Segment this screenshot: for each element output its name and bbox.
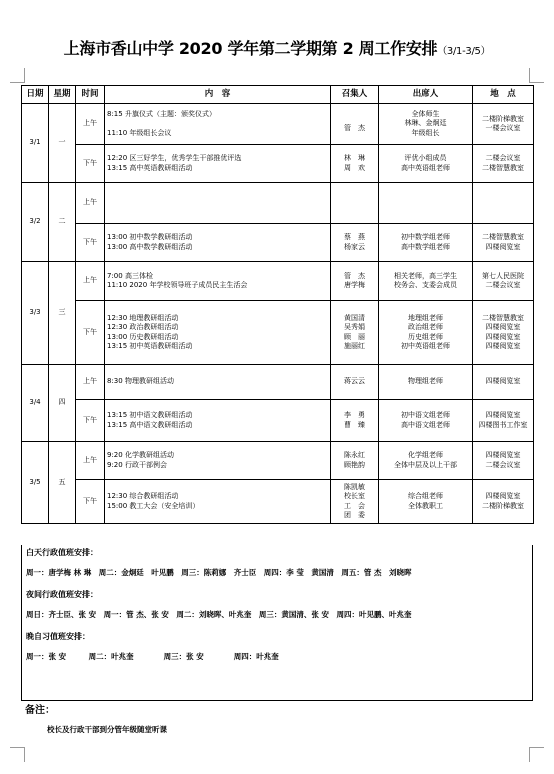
time-slot-cell: 上午 — [76, 104, 105, 145]
time-slot-cell: 下午 — [76, 400, 105, 442]
night-duty-heading: 夜间行政值班安排： — [26, 590, 98, 599]
location-line: 二楼会议室 — [485, 460, 521, 469]
schedule-row — [22, 301, 534, 365]
content-line: 9:20 化学教研组活动 — [107, 451, 174, 459]
convener-line: 吴秀娟 — [344, 323, 365, 331]
location-cell — [473, 183, 534, 224]
content-line: 13:15 初中英语教研组活动 — [107, 342, 193, 350]
schedule-row — [22, 480, 534, 524]
convener-cell — [331, 442, 379, 480]
schedule-row — [22, 224, 534, 262]
attendees-cell — [379, 145, 473, 183]
page-title — [0, 36, 554, 59]
attendees-cell — [379, 224, 473, 262]
time-slot-cell: 下午 — [76, 480, 105, 524]
content-line: 13:00 初中数学教研组活动 — [107, 233, 193, 241]
remarks-label: 备注： — [25, 705, 55, 716]
attendees-cell — [379, 442, 473, 480]
convener-line: 林 琳 — [344, 154, 365, 162]
content-cell — [105, 183, 331, 224]
location-cell — [473, 480, 534, 524]
convener-cell — [331, 480, 379, 524]
convener-line: 杨家云 — [344, 242, 365, 251]
attendees-cell — [379, 262, 473, 301]
convener-line: 周 欢 — [344, 163, 365, 172]
convener-cell — [331, 104, 379, 145]
attendees-line: 初中数学组老师 — [401, 233, 450, 241]
convener-line: 黄国清 — [344, 313, 365, 322]
study-duty-heading: 晚自习值班安排： — [26, 632, 90, 641]
date-cell: 3/3 — [22, 262, 49, 365]
attendees-line: 综合组老师 — [408, 492, 443, 500]
schedule-row — [22, 183, 534, 224]
convener-line: 蒋云云 — [344, 377, 365, 386]
convener-line: 唐学梅 — [344, 281, 365, 289]
header-attendees: 出席人 — [379, 86, 473, 104]
location-line: 四楼阅览室 — [485, 332, 521, 341]
schedule-row — [22, 365, 534, 400]
attendees-line: 化学组老师 — [408, 451, 443, 459]
location-cell — [473, 442, 534, 480]
attendees-line: 高中语文组老师 — [401, 420, 450, 429]
daytime-duty-text: 周一：唐学梅 林 琳 周二：金炯廷 叶见鹏 周三：陈莉娜 齐士臣 周四：李 莹 黄国清 周五：管 杰 刘晓晖 — [26, 568, 412, 577]
weekday-cell: 五 — [49, 442, 76, 524]
crop-mark-top-left — [10, 68, 25, 83]
location-cell — [473, 262, 534, 301]
schedule-row — [22, 262, 534, 301]
schedule-row — [22, 442, 534, 480]
content-line: 13:15 高中语文教研组活动 — [107, 420, 193, 429]
convener-cell — [331, 365, 379, 400]
weekday-cell: 二 — [49, 183, 76, 262]
attendees-line: 地理组老师 — [408, 313, 443, 322]
attendees-line: 全体师生 — [411, 109, 440, 118]
header-weekday: 星期 — [49, 86, 76, 104]
content-line: 11:10 2020 年学校领导班子成员民主生活会 — [107, 281, 248, 289]
header-location: 地 点 — [473, 86, 534, 104]
content-line: 13:15 初中语文教研组活动 — [107, 411, 193, 419]
schedule-row — [22, 400, 534, 442]
weekday-cell: 四 — [49, 365, 76, 442]
weekday-cell: 一 — [49, 104, 76, 183]
convener-line: 管 杰 — [344, 271, 365, 280]
convener-cell — [331, 301, 379, 365]
location-line: 二楼会议室 — [485, 154, 521, 162]
location-line: 二楼智慧教室 — [482, 163, 524, 172]
attendees-line: 政治组老师 — [408, 323, 443, 331]
location-line: 四楼阅览室 — [485, 323, 521, 331]
content-cell — [105, 262, 331, 301]
title-text: 上海市香山中学 2020 学年第二学期第 2 周工作安排 — [63, 39, 438, 58]
daytime-duty-heading: 白天行政值班安排： — [26, 548, 98, 557]
location-line: 二楼阶梯教室 — [482, 501, 524, 510]
schedule-row — [22, 145, 534, 183]
location-line: 四楼阅览室 — [485, 242, 521, 251]
location-cell — [473, 145, 534, 183]
time-slot-cell: 上午 — [76, 262, 105, 301]
attendees-line: 初中英语组老师 — [401, 342, 450, 350]
date-cell: 3/1 — [22, 104, 49, 183]
location-cell — [473, 301, 534, 365]
attendees-line: 年级组长 — [411, 128, 440, 137]
location-line: 四楼图书工作室 — [478, 420, 528, 429]
attendees-line: 相关老师，高三学生 — [394, 271, 457, 280]
location-cell — [473, 365, 534, 400]
location-line: 四楼阅览室 — [485, 492, 521, 500]
date-cell: 3/5 — [22, 442, 49, 524]
location-cell — [473, 104, 534, 145]
weekday-cell: 三 — [49, 262, 76, 365]
location-line: 四楼阅览室 — [485, 411, 521, 419]
content-line: 7:00 高三体检 — [107, 271, 153, 280]
attendees-line: 历史组老师 — [408, 332, 443, 341]
content-line: 12:30 政治教研组活动 — [107, 323, 179, 331]
date-cell: 3/4 — [22, 365, 49, 442]
content-line: 12:30 地理教研组活动 — [107, 313, 179, 322]
header-convener: 召集人 — [331, 86, 379, 104]
attendees-line: 全体教职工 — [408, 501, 443, 510]
location-line: 二楼会议室 — [485, 281, 521, 289]
convener-line: 顾艳韵 — [344, 460, 365, 469]
attendees-cell — [379, 104, 473, 145]
convener-line: 管 杰 — [344, 124, 365, 132]
content-line: 13:00 高中数学教研组活动 — [107, 242, 193, 251]
convener-line: 陈凯敏 — [344, 482, 365, 491]
location-line: 二楼智慧教室 — [482, 233, 524, 241]
location-line: 二楼阶梯教室 — [482, 114, 524, 123]
content-line: 12:20 区三好学生，优秀学生干部推优评选 — [107, 154, 242, 162]
location-cell — [473, 400, 534, 442]
time-slot-cell: 上午 — [76, 442, 105, 480]
convener-line: 顾 丽 — [344, 332, 365, 341]
crop-mark-bottom-left — [10, 747, 25, 762]
table-header-row — [22, 86, 534, 104]
time-slot-cell: 下午 — [76, 301, 105, 365]
content-line: 13:15 高中英语教研组活动 — [107, 163, 193, 172]
schedule-body — [22, 104, 534, 524]
location-line: 四楼阅览室 — [485, 377, 521, 386]
content-line: 11:10 年级组长会议 — [107, 128, 172, 137]
attendees-cell — [379, 301, 473, 365]
attendees-line: 物理组老师 — [408, 377, 443, 386]
header-content: 内 容 — [105, 86, 331, 104]
remarks-text: 校长及行政干部到分管年级随堂听课 — [47, 725, 167, 734]
time-slot-cell: 上午 — [76, 365, 105, 400]
crop-mark-top-right — [529, 68, 544, 83]
convener-line: 曹 臻 — [344, 420, 365, 429]
convener-cell — [331, 183, 379, 224]
header-time: 时间 — [76, 86, 105, 104]
location-line: 二楼智慧教室 — [482, 313, 524, 322]
header-date: 日期 — [22, 86, 49, 104]
content-cell — [105, 442, 331, 480]
convener-line: 施丽红 — [344, 342, 365, 350]
attendees-cell — [379, 400, 473, 442]
attendees-cell — [379, 480, 473, 524]
content-line: 9:20 行政干部例会 — [107, 460, 167, 469]
schedule-table — [21, 85, 534, 524]
duty-notes — [21, 545, 533, 701]
date-range: （3/1-3/5） — [437, 46, 491, 57]
date-cell: 3/2 — [22, 183, 49, 262]
convener-cell — [331, 262, 379, 301]
attendees-cell — [379, 183, 473, 224]
time-slot-cell: 下午 — [76, 224, 105, 262]
content-line: 13:00 历史教研组活动 — [107, 332, 179, 341]
content-line: 15:00 教工大会（安全培训） — [107, 501, 200, 510]
content-cell — [105, 145, 331, 183]
attendees-line: 校务会、支委会成员 — [394, 281, 457, 289]
content-cell — [105, 104, 331, 145]
location-line: 第七人民医院 — [482, 271, 524, 280]
content-cell — [105, 400, 331, 442]
location-line: 一楼会议室 — [485, 124, 521, 132]
convener-cell — [331, 145, 379, 183]
location-line: 四楼阅览室 — [485, 451, 521, 459]
convener-line: 校长室 — [344, 492, 365, 500]
convener-line: 陈永红 — [344, 451, 365, 459]
attendees-line: 全体中层及以上干部 — [394, 460, 457, 469]
convener-line — [333, 115, 376, 125]
convener-cell — [331, 224, 379, 262]
attendees-line: 初中语文组老师 — [401, 411, 450, 419]
convener-cell — [331, 400, 379, 442]
attendees-cell — [379, 365, 473, 400]
crop-mark-bottom-right — [529, 747, 544, 762]
content-line: 12:30 综合教研组活动 — [107, 492, 179, 500]
attendees-line: 高中数学组老师 — [401, 242, 450, 251]
convener-line: 蔡 燕 — [344, 233, 365, 241]
time-slot-cell: 上午 — [76, 183, 105, 224]
content-line: 8:15 升旗仪式（主题：颁奖仪式） — [107, 109, 216, 118]
convener-line: 工 会 — [344, 501, 365, 510]
attendees-line: 高中英语组老师 — [401, 163, 450, 172]
content-line — [107, 119, 328, 129]
convener-line: 团 委 — [344, 511, 365, 519]
content-line: 8:30 物理教研组活动 — [107, 377, 174, 386]
content-cell — [105, 224, 331, 262]
schedule-row — [22, 104, 534, 145]
night-duty-text: 周日：齐士臣、张 安 周一：管 杰、张 安 周二：刘晓晖、叶兆奎 周三：黄国清、张 安 周四：叶见鹏、叶兆奎 — [26, 610, 412, 619]
time-slot-cell: 下午 — [76, 145, 105, 183]
location-cell — [473, 224, 534, 262]
content-cell — [105, 480, 331, 524]
convener-line: 李 勇 — [344, 411, 365, 419]
attendees-line: 林琳、金炯廷 — [404, 119, 447, 128]
location-line: 四楼阅览室 — [485, 342, 521, 350]
content-cell — [105, 365, 331, 400]
attendees-line: 评优小组成员 — [404, 154, 447, 162]
content-cell — [105, 301, 331, 365]
study-duty-text: 周一：张 安 周二：叶兆奎 周三：张 安 周四：叶兆奎 — [26, 652, 279, 661]
